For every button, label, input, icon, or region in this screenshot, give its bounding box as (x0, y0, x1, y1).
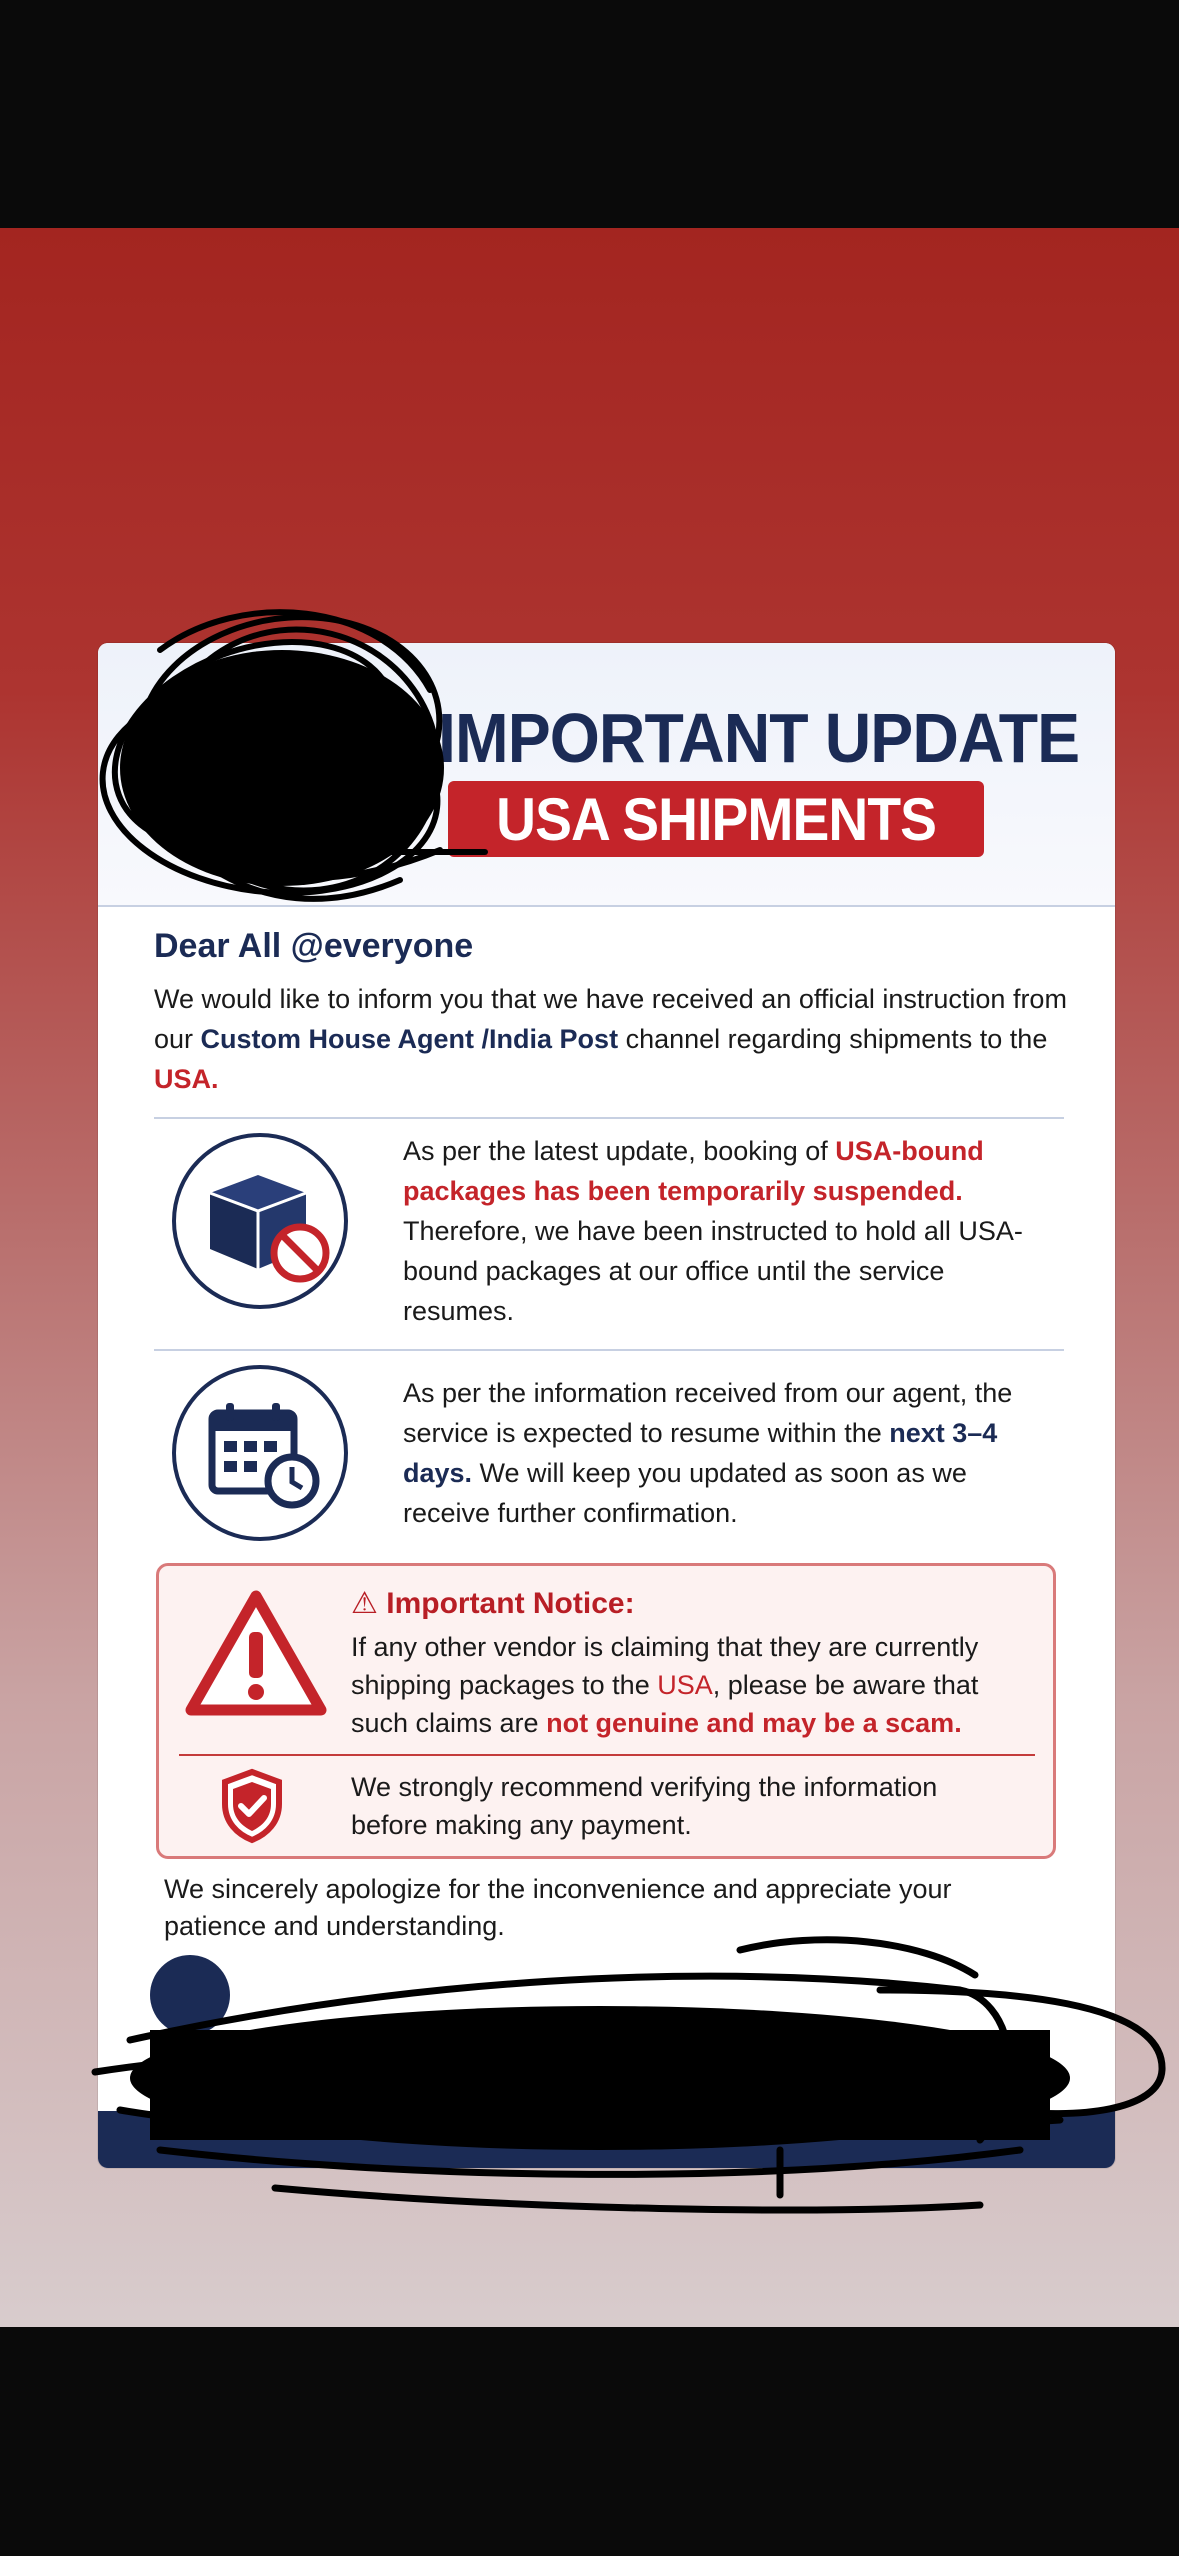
intro-country: USA. (154, 1064, 219, 1094)
resume-highlight: next 3–4 days. (403, 1418, 998, 1488)
resume-part2: We will keep you updated as soon as we receive further confirmation. (403, 1458, 967, 1528)
notice-warning: not genuine and may be a scam. (546, 1708, 962, 1738)
intro-part1: We would like to inform you that we have received an official instruction from our (154, 984, 1067, 1054)
notice-country: USA (657, 1670, 713, 1700)
suspension-part1: As per the latest update, booking of (403, 1136, 836, 1166)
logo-redaction-scribble (86, 598, 485, 919)
pill-label: USA SHIPMENTS (496, 785, 936, 853)
notice-part1: If any other vendor is claiming that they are currently shipping packages to the (351, 1632, 979, 1700)
notice-title: ⚠ Important Notice: (351, 1587, 635, 1620)
notice-part2: , please be aware that such claims are (351, 1670, 979, 1738)
suspension-highlight: USA-bound packages has been temporarily suspended. (403, 1136, 984, 1206)
closing-paragraph: We sincerely apologize for the inconvenience and appreciate your patience and understanding. (164, 1874, 952, 1941)
headline: IMPORTANT UPDATE (438, 699, 1080, 777)
greeting: Dear All @everyone (154, 927, 474, 965)
suspension-part2: Therefore, we have been instructed to hold all USA-bound packages at our office until the service resumes. (403, 1216, 1023, 1326)
resume-part1: As per the information received from our agent, the service is expected to resume within the (403, 1378, 1013, 1448)
notice-recommend: We strongly recommend verifying the information before making any payment. (351, 1772, 938, 1840)
footer-redaction-scribble (95, 1940, 1162, 2210)
intro-highlight: Custom House Agent /India Post (200, 1024, 619, 1054)
intro-part2: channel regarding shipments to the (618, 1024, 1048, 1054)
